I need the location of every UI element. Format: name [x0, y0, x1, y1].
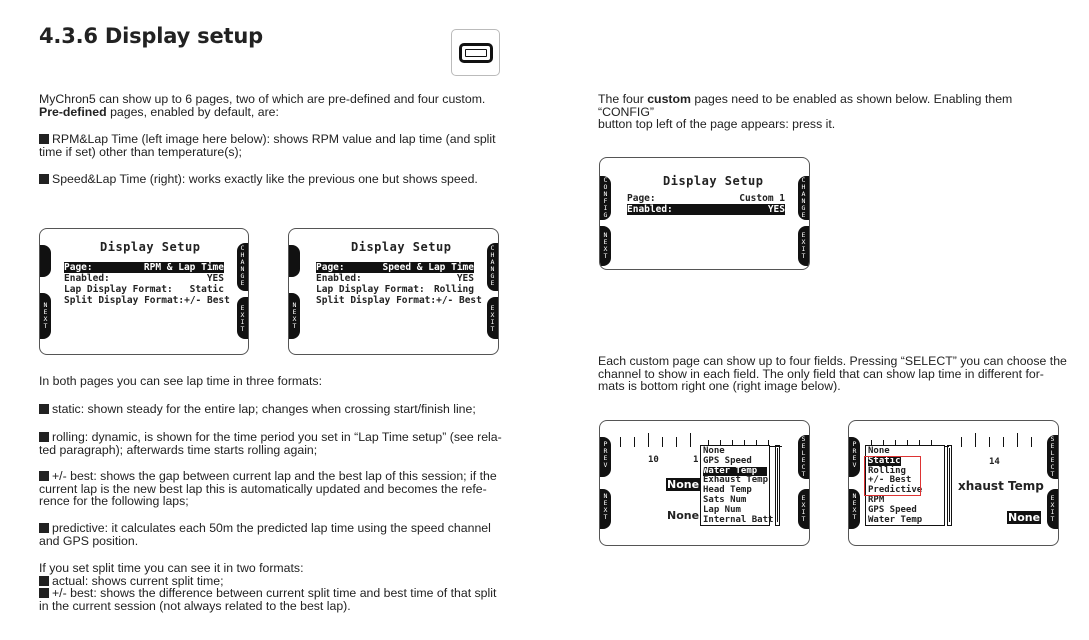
next-button[interactable]: N E X T: [849, 489, 860, 529]
menu-scrollbar[interactable]: [775, 445, 780, 526]
menu-item[interactable]: Water Temp: [868, 514, 923, 525]
config-button[interactable]: C O N F I G: [600, 176, 611, 220]
ruler-label: 10: [648, 455, 659, 465]
exit-button[interactable]: E X I T: [487, 297, 498, 339]
tab-blank-left: [289, 245, 300, 277]
field-bottom[interactable]: None: [667, 509, 700, 522]
field-top[interactable]: None: [667, 478, 700, 491]
change-button[interactable]: C H A N G E: [798, 176, 809, 220]
row-enabled: Enabled: YES: [64, 273, 224, 284]
menu-item[interactable]: Exhaust Temp: [703, 475, 769, 486]
row-enabled: Enabled: YES: [316, 273, 474, 284]
menu-item-selected[interactable]: Static: [868, 455, 901, 466]
menu-item[interactable]: GPS Speed: [868, 504, 917, 515]
device-display-icon: [451, 29, 500, 76]
menu-item[interactable]: RPM: [868, 494, 885, 505]
custom-paragraph: The four custom pages need to be enabled as shown below. Enabling them “CONFIG” button top left of the page appears: press it.: [598, 92, 1013, 131]
menu-item[interactable]: Head Temp: [703, 485, 752, 496]
predictive-bullet: predictive: it calculates each 50m the predicted lap time using the speed channel and GPS position.: [39, 521, 491, 548]
screen-title: Display Setup: [663, 174, 764, 188]
menu-item[interactable]: +/- Best: [868, 475, 912, 486]
rpm-bullet: RPM&Lap Time (left image here below): shows RPM value and lap time (and split time if set) other than temperature(s);: [39, 132, 496, 159]
menu-item[interactable]: GPS Speed: [703, 455, 752, 466]
screen-lap-format-select: [848, 420, 1059, 546]
menu-item[interactable]: Sats Num: [703, 494, 747, 505]
screen-field-select: [599, 420, 810, 546]
speed-bullet: Speed&Lap Time (right): works exactly like the previous one but shows speed.: [39, 173, 509, 186]
static-bullet: static: shown steady for the entire lap; changes when crossing start/finish line;: [39, 403, 509, 416]
screen-speed-lap: [288, 228, 499, 355]
select-button[interactable]: S E L E C T: [798, 435, 809, 479]
change-button[interactable]: C H A N G E: [237, 243, 248, 291]
row-enabled: Enabled: YES: [627, 204, 785, 215]
row-split-format: Split Display Format: +/- Best: [316, 295, 482, 306]
screen-custom-page: [599, 157, 810, 270]
exit-button[interactable]: E X I T: [1047, 489, 1058, 529]
ruler-label: 14: [989, 457, 1000, 467]
menu-item[interactable]: Internal Batt: [703, 514, 774, 525]
fields-paragraph: Each custom page can show up to four fields. Pressing “SELECT” you can choose the channel to show in each field. The only field that can show lap time in different for- mats is bottom right one (right image below).: [598, 354, 1067, 393]
ruler-label: 1: [693, 455, 699, 465]
row-lap-format: Lap Display Format: Static: [64, 284, 224, 295]
section-title: 4.3.6 Display setup: [39, 24, 263, 48]
row-split-format: Split Display Format: +/- Best: [64, 295, 230, 306]
intro-paragraph: MyChron5 can show up to 6 pages, two of which are pre-defined and four custom. Pre-defined pages, enabled by default, are:: [39, 92, 486, 119]
highlight-box: [864, 456, 921, 496]
channel-menu[interactable]: [700, 445, 774, 526]
predefined-bold: Pre-defined: [39, 104, 107, 119]
menu-item[interactable]: Rolling: [868, 465, 906, 476]
screen-rpm-lap: [39, 228, 249, 355]
select-button[interactable]: S E L E C T: [1047, 435, 1058, 479]
best-bullet: +/- best: shows the gap between current lap and the best lap of this session; if the current lap is the new best lap this is automatically updated and becomes the refe- rence for the following laps;: [39, 469, 497, 508]
exit-button[interactable]: E X I T: [798, 489, 809, 529]
menu-scrollbar[interactable]: [947, 445, 952, 526]
prev-button[interactable]: P R E V: [849, 437, 860, 477]
next-button[interactable]: N E X T: [289, 293, 300, 339]
row-page: Page: Speed & Lap Time: [316, 262, 474, 273]
rpm-ruler: [949, 433, 1039, 447]
tab-blank-left: [40, 245, 51, 277]
field-label[interactable]: xhaust Temp: [958, 479, 1044, 493]
next-button[interactable]: N E X T: [600, 226, 611, 266]
row-page: Page: RPM & Lap Time: [64, 262, 224, 273]
next-button[interactable]: N E X T: [40, 293, 51, 339]
split-paragraph: If you set split time you can see it in two formats: actual: shows current split time; +/- best: shows the difference between current split time and best time of that split in the current session (not always related to the best lap).: [39, 561, 497, 613]
rolling-bullet: rolling: dynamic, is shown for the time period you set in “Lap Time setup” (see rela- ted paragraph); afterwards time starts rolling again;: [39, 430, 502, 457]
menu-item[interactable]: Predictive: [868, 485, 923, 496]
menu-item-selected[interactable]: Water Temp: [703, 467, 767, 477]
exit-button[interactable]: E X I T: [237, 297, 248, 339]
row-lap-format: Lap Display Format: Rolling: [316, 284, 474, 295]
row-page: Page: Custom 1: [627, 193, 785, 204]
next-button[interactable]: N E X T: [600, 489, 611, 529]
exit-button[interactable]: E X I T: [798, 226, 809, 266]
screen-title: Display Setup: [351, 240, 452, 254]
change-button[interactable]: C H A N G E: [487, 243, 498, 291]
menu-item[interactable]: None: [868, 446, 890, 456]
field-bottom[interactable]: None: [1008, 511, 1041, 524]
formats-intro: In both pages you can see lap time in three formats:: [39, 374, 322, 388]
menu-item[interactable]: None: [703, 446, 725, 456]
prev-button[interactable]: P R E V: [600, 437, 611, 477]
menu-item[interactable]: Lap Num: [703, 504, 741, 515]
screen-title: Display Setup: [100, 240, 201, 254]
rpm-ruler: [616, 433, 696, 447]
